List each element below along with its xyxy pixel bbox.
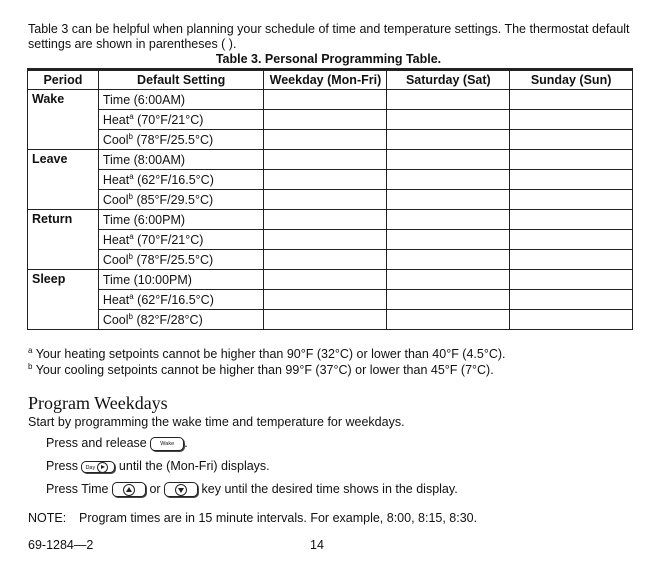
weekday-entry-cell — [264, 90, 387, 110]
default-setting-cell: Heat$^a$ (70°F/21°C) — [98, 110, 264, 130]
table-title: Table 3. Personal Programming Table. — [215, 52, 442, 66]
default-setting-cell: Heat$^a$ (62°F/16.5°C) — [98, 170, 264, 190]
weekday-entry-cell — [264, 310, 387, 330]
weekday-entry-cell — [264, 290, 387, 310]
intro-paragraph: Table 3 can be helpful when planning your schedule of time and temperature settings. The thermostat default settings are shown in parentheses ( ). — [28, 22, 630, 51]
saturday-entry-cell — [387, 90, 510, 110]
programming-table — [27, 68, 633, 330]
saturday-entry-cell — [387, 150, 510, 170]
header-sunday: Sunday (Sun) — [510, 70, 633, 90]
note-label: NOTE: — [28, 511, 67, 525]
table-row — [28, 310, 633, 330]
table-row — [28, 250, 633, 270]
table-row — [28, 150, 633, 170]
sunday-entry-cell — [510, 110, 633, 130]
sunday-entry-cell — [510, 190, 633, 210]
page-number: 14 — [310, 538, 324, 552]
header-default-setting: Default Setting — [98, 70, 264, 90]
default-setting-cell: Time (6:00AM) — [98, 90, 264, 110]
weekday-entry-cell — [264, 210, 387, 230]
default-setting-cell: Cool$^b$ (85°F/29.5°C) — [98, 190, 264, 210]
weekday-entry-cell — [264, 270, 387, 290]
default-setting-cell: Time (10:00PM) — [98, 270, 264, 290]
period-cell: Return — [28, 210, 99, 270]
period-cell: Wake — [28, 90, 99, 150]
weekday-entry-cell — [264, 230, 387, 250]
default-setting-cell: Time (6:00PM) — [98, 210, 264, 230]
step-press-time: Press Time or key until the desired time shows in the display. — [46, 482, 458, 496]
default-setting-cell: Heat$^a$ (70°F/21°C) — [98, 230, 264, 250]
default-setting-cell: Cool$^b$ (78°F/25.5°C) — [98, 250, 264, 270]
up-arrow-button[interactable] — [112, 482, 146, 497]
table-row — [28, 90, 633, 110]
right-triangle-icon — [97, 462, 108, 473]
weekday-entry-cell — [264, 250, 387, 270]
saturday-entry-cell — [387, 230, 510, 250]
section-lead: Start by programming the wake time and temperature for weekdays. — [28, 415, 405, 429]
saturday-entry-cell — [387, 170, 510, 190]
sunday-entry-cell — [510, 210, 633, 230]
down-arrow-button[interactable] — [164, 482, 198, 497]
weekday-entry-cell — [264, 110, 387, 130]
weekday-entry-cell — [264, 190, 387, 210]
sunday-entry-cell — [510, 250, 633, 270]
saturday-entry-cell — [387, 210, 510, 230]
saturday-entry-cell — [387, 130, 510, 150]
saturday-entry-cell — [387, 190, 510, 210]
sunday-entry-cell — [510, 150, 633, 170]
saturday-entry-cell — [387, 270, 510, 290]
saturday-entry-cell — [387, 290, 510, 310]
weekday-entry-cell — [264, 150, 387, 170]
weekday-entry-cell — [264, 170, 387, 190]
section-heading: Program Weekdays — [28, 393, 168, 413]
down-arrow-icon — [175, 484, 187, 496]
wake-button[interactable]: Wake — [150, 437, 184, 451]
period-cell: Sleep — [28, 270, 99, 330]
sunday-entry-cell — [510, 270, 633, 290]
table-row — [28, 270, 633, 290]
saturday-entry-cell — [387, 310, 510, 330]
sunday-entry-cell — [510, 170, 633, 190]
step-press-day: Press Day until the (Mon-Fri) displays. — [46, 459, 270, 473]
weekday-entry-cell — [264, 130, 387, 150]
table-row — [28, 210, 633, 230]
footnote-a: $^a$ Your heating setpoints cannot be higher than 90°F (32°C) or lower than 40°F (4.5°C). — [28, 345, 506, 361]
sunday-entry-cell — [510, 230, 633, 250]
table-row — [28, 190, 633, 210]
sunday-entry-cell — [510, 130, 633, 150]
note-text: Program times are in 15 minute intervals. For example, 8:00, 8:15, 8:30. — [79, 511, 478, 525]
doc-number: 69-1284—2 — [28, 538, 94, 552]
table-row — [28, 110, 633, 130]
default-setting-cell: Cool$^b$ (82°F/28°C) — [98, 310, 264, 330]
header-saturday: Saturday (Sat) — [387, 70, 510, 90]
step-press-wake: Press and release Wake . — [46, 436, 188, 450]
sunday-entry-cell — [510, 310, 633, 330]
sunday-entry-cell — [510, 290, 633, 310]
default-setting-cell: Time (8:00AM) — [98, 150, 264, 170]
default-setting-cell: Cool$^b$ (78°F/25.5°C) — [98, 130, 264, 150]
day-button[interactable]: Day — [81, 461, 115, 473]
table-row — [28, 170, 633, 190]
header-weekday: Weekday (Mon-Fri) — [264, 70, 387, 90]
header-period: Period — [28, 70, 99, 90]
footnote-b: $^b$ Your cooling setpoints cannot be higher than 99°F (37°C) or lower than 45°F (7°C). — [28, 361, 494, 377]
saturday-entry-cell — [387, 250, 510, 270]
table-row — [28, 130, 633, 150]
saturday-entry-cell — [387, 110, 510, 130]
sunday-entry-cell — [510, 90, 633, 110]
period-cell: Leave — [28, 150, 99, 210]
up-arrow-icon — [123, 484, 135, 496]
table-row — [28, 230, 633, 250]
default-setting-cell: Heat$^a$ (62°F/16.5°C) — [98, 290, 264, 310]
table-row — [28, 290, 633, 310]
